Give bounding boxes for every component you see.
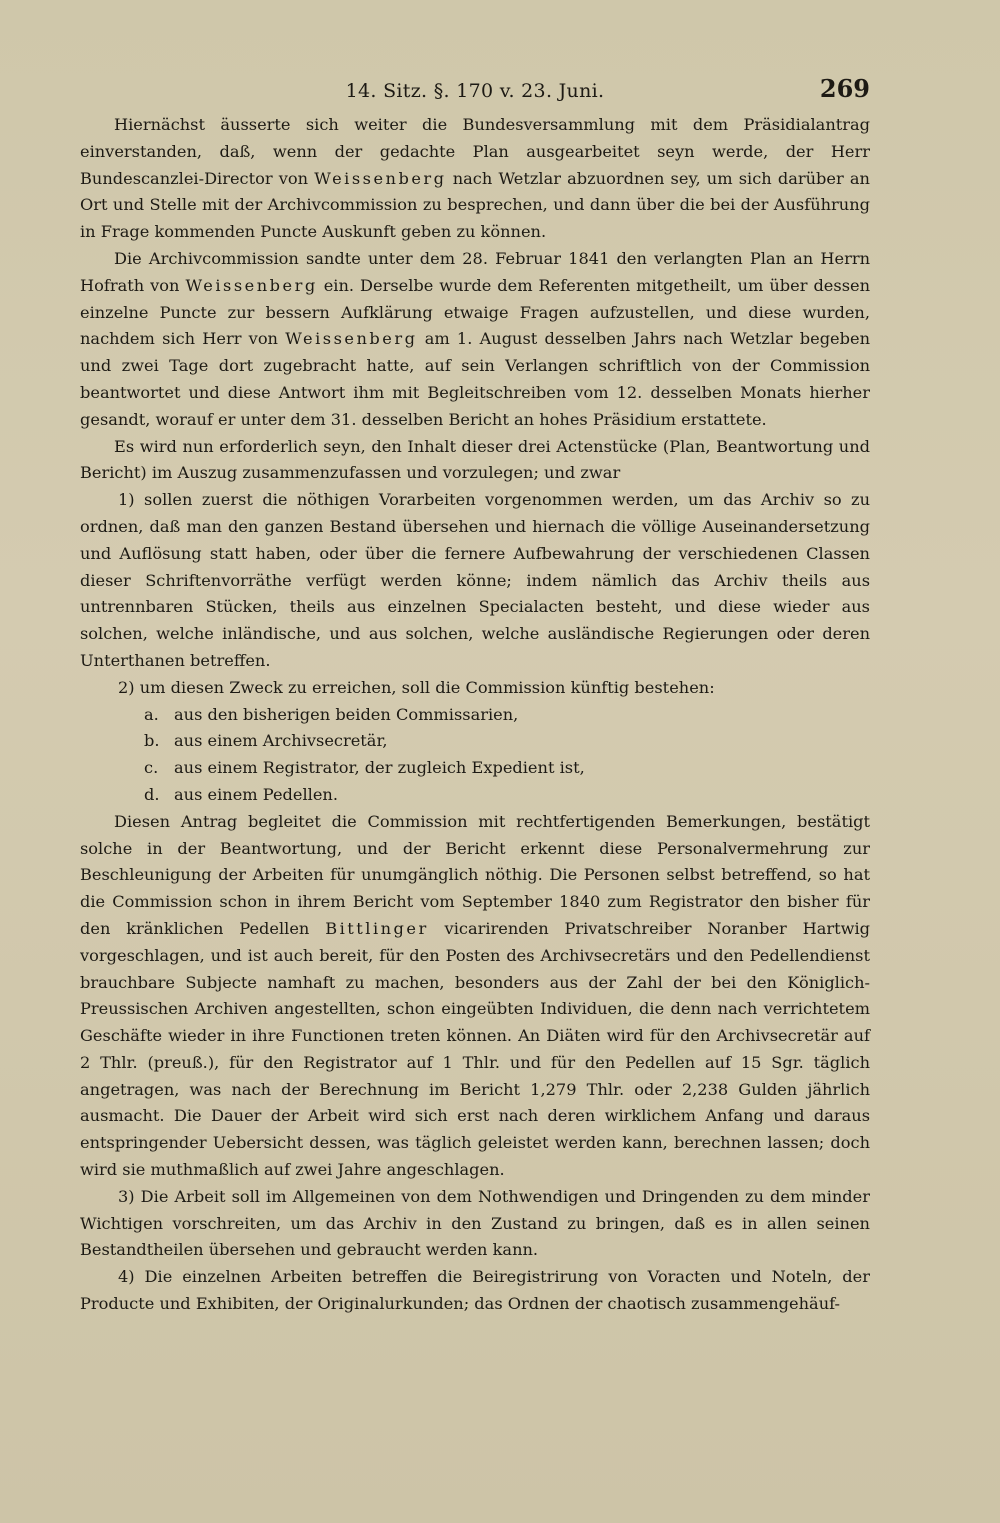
page-number: 269 <box>819 74 870 103</box>
name-weissenberg: Weissenberg <box>314 168 447 188</box>
list-marker: a. <box>144 704 159 724</box>
paragraph-item-4: 4) Die einzelnen Arbeiten betreffen die Beiregistrirung von Voracten und Noteln, der Producte und Exhibiten, der Originalurkunden; das Ordnen der chaotisch zusammengehäuf- <box>80 1267 870 1314</box>
list-marker: c. <box>144 758 159 778</box>
page-header <box>80 74 870 108</box>
list-item-text: aus den bisherigen beiden Commissarien, <box>174 704 519 724</box>
paragraph-1 <box>80 112 870 246</box>
list-item <box>80 702 870 729</box>
paragraph-2-text-c: am 1. August desselben Jahrs nach Wetzlar begeben und zwei Tage dort zugebracht hatte, auf sein Verlangen schriftlich von der Commission beantwortet und diese Antwort ihm mit Begleitschreiben vom 12. desselben Monats hierher gesandt, worauf er unter dem 31. desselben Bericht an hohes Präsidium erstattete. <box>80 329 871 429</box>
list-item <box>80 728 870 755</box>
name-weissenberg: Weissenberg <box>285 329 418 349</box>
list-item-text: aus einem Pedellen. <box>174 784 338 804</box>
list-item-text: aus einem Archivsecretär, <box>174 731 388 751</box>
paragraph-1-text-a: Hiernächst äusserte sich weiter die Bundesversammlung mit dem Präsidialantrag einverstanden, daß, wenn der gedachte Plan ausgearbeitet seyn werde, der Herr Bundescanzlei-Director von <box>80 115 870 188</box>
paragraph-1-text-b: nach Wetzlar abzuordnen sey, um sich darüber an Ort und Stelle mit der Archivcommission zu besprechen, und dann über die bei der Ausführung in Frage kommenden Puncte Auskunft geben zu können. <box>80 168 870 242</box>
list-marker: d. <box>144 784 160 804</box>
paragraph-2-text-b: ein. Derselbe wurde dem Referenten mitgetheilt, um über dessen einzelne Puncte zur bessern Aufklärung etwaige Fragen aufzustellen, und diese wurden, nachdem sich Herr von <box>80 275 871 349</box>
list-item <box>80 782 870 809</box>
commission-list <box>80 702 870 809</box>
list-marker: b. <box>144 731 160 751</box>
paragraph-6-text-a: Diesen Antrag begleitet die Commission mit rechtfertigenden Bemerkungen, bestätigt solche in der Beantwortung, und der Bericht erkennt diese Personalvermehrung zur Beschleunigung der Arbeiten für unumgänglich nöthig. Die Personen selbst betreffend, so hat die Commission schon in ihrem Bericht vom September 1840 zum Registrator den bisher für den kränklichen Pedellen <box>80 811 870 938</box>
paragraph-2-text-a: Die Archivcommission sandte unter dem 28. Februar 1841 den verlangten Plan an Herrn Hofrath von <box>80 248 870 295</box>
paragraph-6 <box>80 809 870 1184</box>
paragraph-2 <box>80 246 870 434</box>
body-text <box>80 112 870 1318</box>
name-weissenberg: Weissenberg <box>185 275 318 295</box>
paragraph-6-text-b: vicarirenden Privatschreiber Noranber Hartwig vorgeschlagen, und ist auch bereit, für den Posten des Archivsecretärs und den Pedellendienst brauchbare Subjecte namhaft zu machen, besonders aus der Zahl der bei den Königlich-Preussischen Archiven angestellten, schon eingeübten Individuen, die denn nach verrichtetem Geschäfte wieder in ihre Functionen treten können. An Diäten wird für den Archivsecretär auf 2 Thlr. (preuß.), für den Registrator auf 1 Thlr. und für den Pedellen auf 15 Sgr. täglich angetragen, was nach der Berechnung im Bericht 1,279 Thlr. oder 2,238 Gulden jährlich ausmacht. Die Dauer der Arbeit wird sich erst nach deren wirklichem Anfang und daraus entspringender Uebersicht dessen, was täglich geleistet werden kann, berechnen lassen; doch wird sie muthmaßlich auf zwei Jahre angeschlagen. <box>80 918 870 1180</box>
list-item <box>80 755 870 782</box>
paragraph-item-3: 3) Die Arbeit soll im Allgemeinen von dem Nothwendigen und Dringenden zu dem minder Wichtigen vorschreiten, um das Archiv in den Zustand zu bringen, daß es in allen seinen Bestandtheilen übersehen und gebraucht werden kann. <box>80 1186 870 1260</box>
running-title: 14. Sitz. §. 170 v. 23. Juni. <box>345 80 605 102</box>
paragraph-item-2: 2) um diesen Zweck zu erreichen, soll die Commission künftig bestehen: <box>118 677 715 697</box>
paragraph-item-1: 1) sollen zuerst die nöthigen Vorarbeiten vorgenommen werden, um das Archiv so zu ordnen, daß man den ganzen Bestand übersehen und hiernach die völlige Auseinandersetzung und Auflösung statt haben, oder über die fernere Aufbewahrung der verschiedenen Classen dieser Schriftenvorräthe verfügt werden könne; indem nämlich das Archiv theils aus untrennbaren Stücken, theils aus einzelnen Specialacten besteht, und diese wieder aus solchen, welche inländische, und aus solchen, welche ausländische Regierungen oder deren Unterthanen betreffen. <box>80 490 870 670</box>
name-bittlinger: Bittlinger <box>325 918 429 938</box>
paragraph-3: Es wird nun erforderlich seyn, den Inhalt dieser drei Actenstücke (Plan, Beantwortung und Bericht) im Auszug zusammenzufassen und vorzulegen; und zwar <box>80 436 870 483</box>
list-item-text: aus einem Registrator, der zugleich Expedient ist, <box>174 758 585 778</box>
